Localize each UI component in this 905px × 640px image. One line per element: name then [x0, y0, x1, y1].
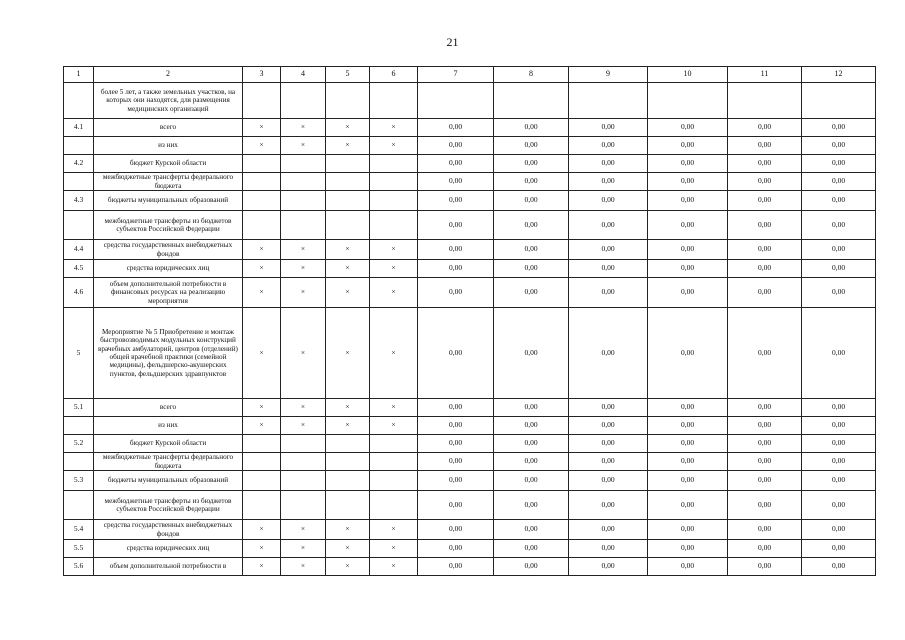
value-cell: 0,00	[728, 191, 802, 211]
value-cell: 0,00	[494, 435, 569, 453]
table-row	[64, 491, 876, 520]
value-cell: 0,00	[494, 119, 569, 137]
table-row	[64, 308, 876, 399]
marker-cell: ×	[243, 119, 281, 137]
marker-cell	[326, 491, 370, 520]
marker-cell: ×	[281, 278, 326, 308]
marker-cell: ×	[243, 540, 281, 558]
value-cell: 0,00	[418, 211, 494, 240]
value-cell: 0,00	[494, 540, 569, 558]
description-cell: бюджет Курской области	[94, 155, 243, 173]
value-cell: 0,00	[569, 278, 648, 308]
value-cell: 0,00	[728, 173, 802, 191]
value-cell: 0,00	[569, 155, 648, 173]
table-row	[64, 240, 876, 260]
marker-cell: ×	[243, 260, 281, 278]
value-cell: 0,00	[569, 399, 648, 417]
marker-cell: ×	[243, 240, 281, 260]
value-cell	[418, 83, 494, 119]
value-cell: 0,00	[494, 260, 569, 278]
row-number-cell	[64, 83, 94, 119]
marker-cell	[370, 155, 418, 173]
header-cell-4: 4	[281, 67, 326, 83]
marker-cell: ×	[326, 278, 370, 308]
table-row	[64, 435, 876, 453]
value-cell: 0,00	[728, 240, 802, 260]
value-cell: 0,00	[728, 137, 802, 155]
value-cell: 0,00	[494, 155, 569, 173]
table-row	[64, 83, 876, 119]
value-cell: 0,00	[728, 491, 802, 520]
marker-cell	[243, 155, 281, 173]
marker-cell	[243, 211, 281, 240]
value-cell: 0,00	[569, 520, 648, 540]
value-cell: 0,00	[494, 417, 569, 435]
marker-cell	[281, 155, 326, 173]
marker-cell	[281, 173, 326, 191]
marker-cell: ×	[370, 399, 418, 417]
marker-cell	[281, 211, 326, 240]
marker-cell	[243, 435, 281, 453]
value-cell: 0,00	[802, 453, 876, 471]
marker-cell	[326, 435, 370, 453]
row-number-cell: 4.3	[64, 191, 94, 211]
value-cell: 0,00	[494, 240, 569, 260]
table-row	[64, 211, 876, 240]
value-cell: 0,00	[494, 278, 569, 308]
marker-cell	[281, 191, 326, 211]
description-cell: объем дополнительной потребности в	[94, 558, 243, 576]
value-cell: 0,00	[802, 260, 876, 278]
marker-cell	[326, 155, 370, 173]
value-cell: 0,00	[648, 558, 728, 576]
value-cell: 0,00	[802, 540, 876, 558]
value-cell: 0,00	[569, 211, 648, 240]
value-cell: 0,00	[418, 260, 494, 278]
value-cell: 0,00	[569, 540, 648, 558]
marker-cell	[370, 453, 418, 471]
marker-cell: ×	[370, 240, 418, 260]
marker-cell: ×	[326, 119, 370, 137]
description-cell: средства государственных внебюджетных фондов	[94, 240, 243, 260]
description-cell: межбюджетные трансферты федерального бюджета	[94, 173, 243, 191]
value-cell: 0,00	[418, 399, 494, 417]
marker-cell: ×	[281, 240, 326, 260]
table-row	[64, 417, 876, 435]
value-cell: 0,00	[802, 173, 876, 191]
value-cell	[494, 83, 569, 119]
value-cell: 0,00	[494, 558, 569, 576]
value-cell: 0,00	[418, 119, 494, 137]
row-number-cell	[64, 453, 94, 471]
value-cell: 0,00	[648, 417, 728, 435]
marker-cell: ×	[326, 260, 370, 278]
row-number-cell	[64, 137, 94, 155]
marker-cell: ×	[281, 417, 326, 435]
header-cell-11: 11	[728, 67, 802, 83]
table-row	[64, 260, 876, 278]
value-cell: 0,00	[728, 260, 802, 278]
description-cell: средства юридических лиц	[94, 540, 243, 558]
marker-cell	[243, 191, 281, 211]
description-cell: межбюджетные трансферты федерального бюджета	[94, 453, 243, 471]
description-cell: средства юридических лиц	[94, 260, 243, 278]
value-cell: 0,00	[802, 278, 876, 308]
marker-cell	[243, 491, 281, 520]
value-cell: 0,00	[802, 435, 876, 453]
table-row	[64, 453, 876, 471]
marker-cell	[370, 435, 418, 453]
header-cell-8: 8	[494, 67, 569, 83]
header-cell-10: 10	[648, 67, 728, 83]
marker-cell	[243, 173, 281, 191]
value-cell: 0,00	[494, 453, 569, 471]
row-number-cell: 4.2	[64, 155, 94, 173]
description-cell: межбюджетные трансферты из бюджетов субъектов Российской Федерации	[94, 211, 243, 240]
value-cell: 0,00	[802, 308, 876, 399]
marker-cell	[281, 435, 326, 453]
value-cell: 0,00	[802, 137, 876, 155]
value-cell: 0,00	[494, 173, 569, 191]
marker-cell: ×	[370, 260, 418, 278]
header-cell-2: 2	[94, 67, 243, 83]
header-cell-3: 3	[243, 67, 281, 83]
marker-cell: ×	[326, 558, 370, 576]
marker-cell: ×	[370, 119, 418, 137]
value-cell: 0,00	[728, 471, 802, 491]
marker-cell: ×	[326, 137, 370, 155]
value-cell	[569, 83, 648, 119]
value-cell: 0,00	[569, 471, 648, 491]
marker-cell: ×	[326, 240, 370, 260]
value-cell: 0,00	[648, 260, 728, 278]
value-cell: 0,00	[728, 417, 802, 435]
marker-cell	[326, 173, 370, 191]
value-cell: 0,00	[569, 191, 648, 211]
marker-cell: ×	[281, 260, 326, 278]
row-number-cell	[64, 491, 94, 520]
value-cell: 0,00	[648, 240, 728, 260]
marker-cell: ×	[281, 308, 326, 399]
marker-cell: ×	[370, 278, 418, 308]
value-cell	[728, 83, 802, 119]
table-row	[64, 137, 876, 155]
table-row	[64, 173, 876, 191]
header-cell-1: 1	[64, 67, 94, 83]
row-number-cell: 4.4	[64, 240, 94, 260]
row-number-cell	[64, 211, 94, 240]
marker-cell: ×	[281, 558, 326, 576]
value-cell: 0,00	[648, 119, 728, 137]
marker-cell	[281, 491, 326, 520]
value-cell: 0,00	[569, 308, 648, 399]
marker-cell	[243, 471, 281, 491]
value-cell: 0,00	[728, 435, 802, 453]
row-number-cell: 4.1	[64, 119, 94, 137]
marker-cell	[370, 471, 418, 491]
value-cell: 0,00	[648, 308, 728, 399]
marker-cell: ×	[281, 540, 326, 558]
marker-cell: ×	[243, 520, 281, 540]
description-cell: из них	[94, 417, 243, 435]
marker-cell: ×	[370, 308, 418, 399]
value-cell: 0,00	[648, 471, 728, 491]
marker-cell: ×	[370, 520, 418, 540]
table-row	[64, 540, 876, 558]
value-cell: 0,00	[648, 435, 728, 453]
value-cell: 0,00	[648, 520, 728, 540]
marker-cell: ×	[370, 137, 418, 155]
value-cell: 0,00	[648, 137, 728, 155]
row-number-cell: 5.4	[64, 520, 94, 540]
value-cell: 0,00	[802, 558, 876, 576]
row-number-cell: 4.5	[64, 260, 94, 278]
value-cell: 0,00	[494, 211, 569, 240]
marker-cell	[281, 471, 326, 491]
value-cell: 0,00	[569, 435, 648, 453]
marker-cell: ×	[281, 137, 326, 155]
marker-cell: ×	[326, 417, 370, 435]
value-cell: 0,00	[728, 540, 802, 558]
value-cell: 0,00	[494, 191, 569, 211]
marker-cell: ×	[243, 308, 281, 399]
row-number-cell	[64, 173, 94, 191]
value-cell: 0,00	[418, 491, 494, 520]
row-number-cell: 5	[64, 308, 94, 399]
value-cell: 0,00	[418, 308, 494, 399]
description-cell: межбюджетные трансферты из бюджетов субъектов Российской Федерации	[94, 491, 243, 520]
value-cell: 0,00	[569, 558, 648, 576]
value-cell: 0,00	[418, 240, 494, 260]
value-cell: 0,00	[728, 558, 802, 576]
table-row	[64, 471, 876, 491]
table-row	[64, 155, 876, 173]
value-cell: 0,00	[728, 308, 802, 399]
value-cell: 0,00	[802, 155, 876, 173]
marker-cell: ×	[326, 540, 370, 558]
row-number-cell: 5.2	[64, 435, 94, 453]
description-cell: бюджеты муниципальных образований	[94, 471, 243, 491]
description-cell: объем дополнительной потребности в финансовых ресурсах на реализацию мероприятия	[94, 278, 243, 308]
value-cell	[648, 83, 728, 119]
marker-cell: ×	[281, 399, 326, 417]
description-cell: Мероприятие № 5 Приобретение и монтаж быстровозводимых модульных конструкций врачебных амбулаторий, центров (отделений) общей врачебной практики (семейной медицины), фельдшерско-акушерских пунктов, фельдшерских здравпунктов	[94, 308, 243, 399]
description-cell: из них	[94, 137, 243, 155]
row-number-cell: 4.6	[64, 278, 94, 308]
marker-cell	[281, 453, 326, 471]
value-cell: 0,00	[494, 399, 569, 417]
marker-cell: ×	[243, 278, 281, 308]
marker-cell	[326, 471, 370, 491]
value-cell: 0,00	[569, 119, 648, 137]
value-cell: 0,00	[728, 119, 802, 137]
value-cell: 0,00	[569, 260, 648, 278]
marker-cell	[326, 453, 370, 471]
value-cell: 0,00	[728, 520, 802, 540]
value-cell: 0,00	[648, 399, 728, 417]
value-cell: 0,00	[802, 491, 876, 520]
value-cell: 0,00	[494, 308, 569, 399]
marker-cell	[370, 491, 418, 520]
description-cell: бюджет Курской области	[94, 435, 243, 453]
marker-cell: ×	[326, 308, 370, 399]
marker-cell	[326, 83, 370, 119]
marker-cell: ×	[326, 520, 370, 540]
value-cell: 0,00	[728, 399, 802, 417]
value-cell: 0,00	[418, 520, 494, 540]
marker-cell: ×	[326, 399, 370, 417]
marker-cell	[243, 453, 281, 471]
value-cell: 0,00	[494, 520, 569, 540]
value-cell: 0,00	[418, 540, 494, 558]
value-cell: 0,00	[418, 471, 494, 491]
marker-cell: ×	[370, 417, 418, 435]
value-cell: 0,00	[648, 211, 728, 240]
header-row	[64, 67, 876, 83]
marker-cell: ×	[370, 540, 418, 558]
marker-cell	[326, 211, 370, 240]
table-row	[64, 191, 876, 211]
value-cell: 0,00	[569, 417, 648, 435]
value-cell: 0,00	[418, 558, 494, 576]
table-row	[64, 558, 876, 576]
marker-cell: ×	[281, 119, 326, 137]
marker-cell: ×	[370, 558, 418, 576]
value-cell: 0,00	[802, 191, 876, 211]
value-cell: 0,00	[728, 278, 802, 308]
budget-table	[63, 66, 876, 576]
page-number: 21	[446, 35, 459, 49]
value-cell: 0,00	[802, 471, 876, 491]
header-cell-7: 7	[418, 67, 494, 83]
description-cell: средства государственных внебюджетных фондов	[94, 520, 243, 540]
value-cell: 0,00	[802, 119, 876, 137]
table-row	[64, 119, 876, 137]
marker-cell	[370, 211, 418, 240]
description-cell: бюджеты муниципальных образований	[94, 191, 243, 211]
table-row	[64, 399, 876, 417]
value-cell: 0,00	[648, 278, 728, 308]
value-cell	[802, 83, 876, 119]
marker-cell	[281, 83, 326, 119]
value-cell: 0,00	[728, 453, 802, 471]
value-cell: 0,00	[728, 155, 802, 173]
value-cell: 0,00	[418, 137, 494, 155]
value-cell: 0,00	[648, 173, 728, 191]
value-cell: 0,00	[569, 491, 648, 520]
row-number-cell: 5.6	[64, 558, 94, 576]
value-cell: 0,00	[418, 417, 494, 435]
description-cell: всего	[94, 119, 243, 137]
value-cell: 0,00	[648, 191, 728, 211]
value-cell: 0,00	[418, 453, 494, 471]
marker-cell	[370, 83, 418, 119]
table-row	[64, 278, 876, 308]
row-number-cell: 5.5	[64, 540, 94, 558]
value-cell: 0,00	[802, 399, 876, 417]
value-cell: 0,00	[494, 471, 569, 491]
marker-cell	[243, 83, 281, 119]
value-cell: 0,00	[494, 491, 569, 520]
row-number-cell	[64, 417, 94, 435]
value-cell: 0,00	[569, 453, 648, 471]
marker-cell: ×	[281, 520, 326, 540]
value-cell: 0,00	[728, 211, 802, 240]
marker-cell	[326, 191, 370, 211]
value-cell: 0,00	[569, 137, 648, 155]
marker-cell: ×	[243, 558, 281, 576]
value-cell: 0,00	[569, 173, 648, 191]
header-cell-6: 6	[370, 67, 418, 83]
row-number-cell: 5.1	[64, 399, 94, 417]
value-cell: 0,00	[802, 520, 876, 540]
value-cell: 0,00	[648, 491, 728, 520]
value-cell: 0,00	[569, 240, 648, 260]
description-cell: более 5 лет, а также земельных участков, на которых они находятся, для размещения медицинских организаций	[94, 83, 243, 119]
value-cell: 0,00	[418, 435, 494, 453]
marker-cell: ×	[243, 417, 281, 435]
header-cell-5: 5	[326, 67, 370, 83]
value-cell: 0,00	[418, 191, 494, 211]
description-cell: всего	[94, 399, 243, 417]
value-cell: 0,00	[418, 278, 494, 308]
marker-cell: ×	[243, 137, 281, 155]
value-cell: 0,00	[418, 155, 494, 173]
value-cell: 0,00	[418, 173, 494, 191]
value-cell: 0,00	[802, 240, 876, 260]
value-cell: 0,00	[494, 137, 569, 155]
marker-cell	[370, 173, 418, 191]
value-cell: 0,00	[802, 211, 876, 240]
value-cell: 0,00	[648, 155, 728, 173]
marker-cell: ×	[243, 399, 281, 417]
table-row	[64, 520, 876, 540]
value-cell: 0,00	[648, 453, 728, 471]
header-cell-12: 12	[802, 67, 876, 83]
row-number-cell: 5.3	[64, 471, 94, 491]
value-cell: 0,00	[802, 417, 876, 435]
value-cell: 0,00	[648, 540, 728, 558]
marker-cell	[370, 191, 418, 211]
header-cell-9: 9	[569, 67, 648, 83]
